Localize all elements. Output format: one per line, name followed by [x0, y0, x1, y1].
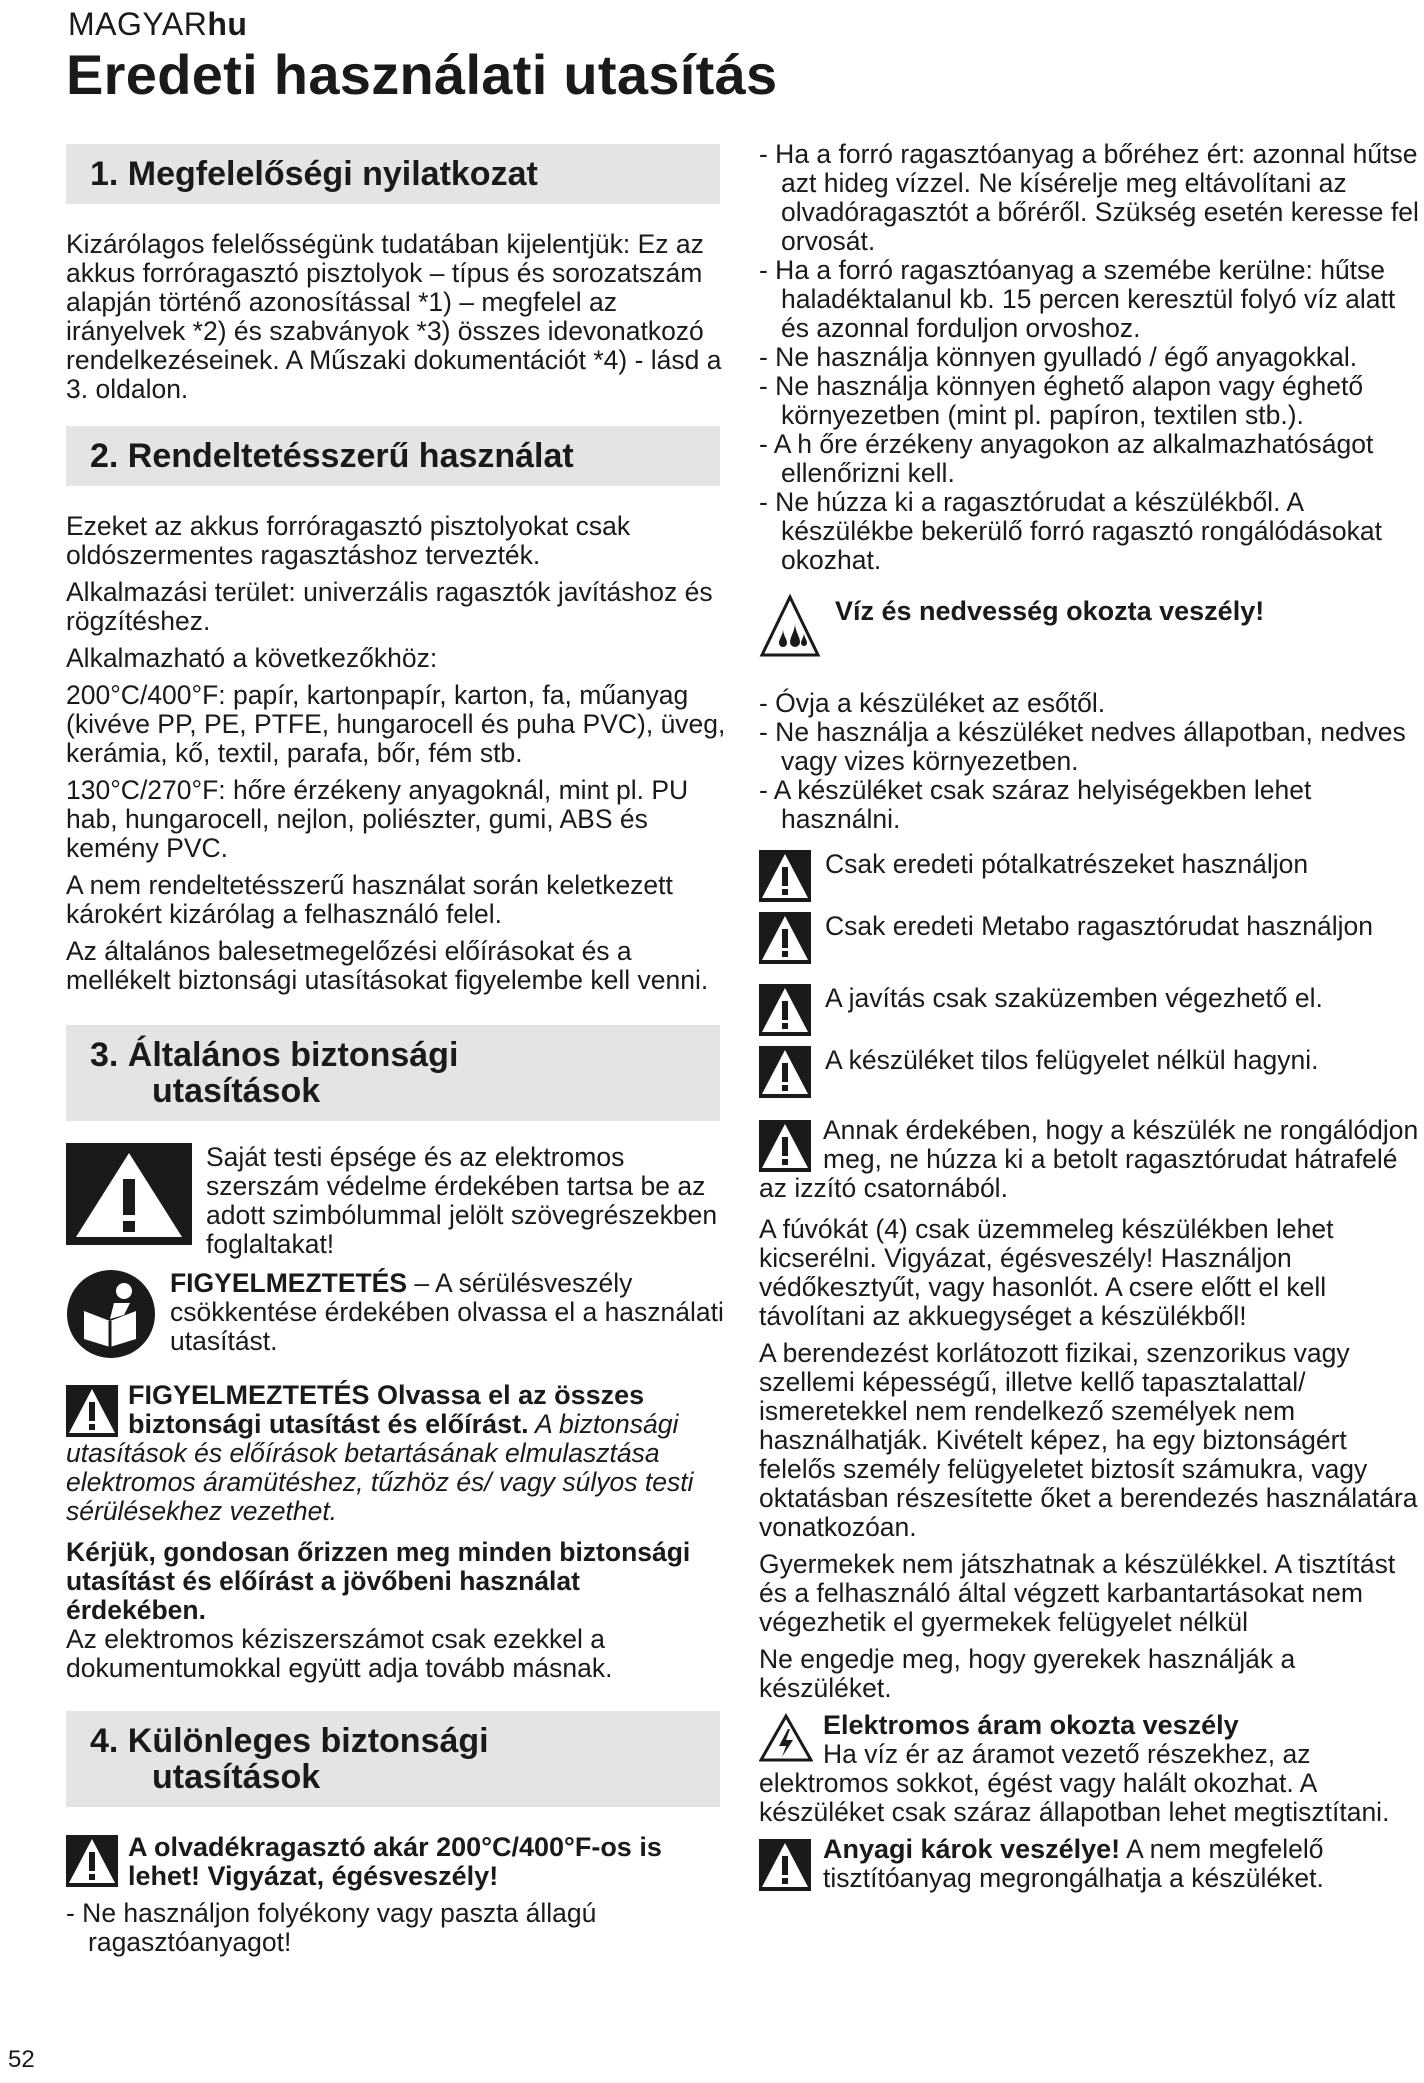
hot-glue-list	[759, 140, 1419, 575]
section-2-heading: 2. Rendeltetésszerű használat	[66, 426, 720, 486]
list-item: - A h őre érzékeny anyagokon az alkalmazhatóságot ellenőrizni kell.	[759, 429, 1374, 488]
usage-p2: Alkalmazási terület: univerzális ragasztók javításhoz és rögzítéshez.	[66, 577, 713, 636]
electric-hazard-block	[759, 1711, 1419, 1827]
section-1-heading: 1. Megfelelőségi nyilatkozat	[66, 144, 720, 204]
right-column	[759, 140, 1419, 1893]
list-item: - Ne használja könnyen éghető alapon vagy éghető környezetben (mint pl. papíron, textilen stb.).	[759, 371, 1364, 430]
section-3-heading: 3. Általános biztonsági utasítások	[66, 1025, 720, 1121]
electric-hazard-icon	[759, 1713, 813, 1763]
glue-stick-pull-text: Annak érdekében, hogy a készülék ne rongálódjon meg, ne húzza ki a betolt ragasztórudat hátrafelé az izzító csatornából.	[759, 1115, 1419, 1203]
warning-triangle-icon	[66, 1835, 118, 1887]
warning-triangle-icon	[759, 912, 811, 964]
special-safety-list	[66, 1899, 726, 1957]
section-4-heading: 4. Különleges biztonsági utasítások	[66, 1711, 720, 1807]
usage-p6: A nem rendeltetésszerű használat során keletkezett károkért kizárólag a felhasználó felel.	[66, 870, 673, 929]
read-manual-text: – A sérülésveszély csökkentése érdekében olvassa el a használati utasítást.	[170, 1268, 724, 1356]
page-title: Eredeti használati utasítás	[66, 43, 778, 106]
glue-sticks-warning	[759, 912, 1419, 964]
warning-triangle-icon	[759, 1120, 811, 1172]
unattended-warning	[759, 1046, 1419, 1098]
page-number: 52	[8, 2046, 35, 2073]
list-item: - Ne használja a készüléket nedves állapotban, nedves vagy vizes környezetben.	[759, 717, 1406, 776]
material-damage-text: A nem megfelelő tisztítóanyag megrongálhatja a készüléket.	[823, 1834, 1324, 1893]
list-item: - Ne használja könnyen gyulladó / égő anyagokkal.	[759, 342, 1358, 372]
usage-p3: Alkalmazható a következőkhöz:	[66, 643, 438, 673]
material-damage-block	[759, 1835, 1419, 1893]
list-item: - A készüléket csak száraz helyiségekben lehet használni.	[759, 775, 1312, 834]
list-item: - Ha a forró ragasztóanyag a szemébe kerülne: hűtse haladéktalanul kb. 15 percen keresztül folyó víz alatt és azonnal forduljon orvoshoz.	[759, 255, 1396, 343]
keep-instructions-block	[66, 1538, 726, 1683]
figyelmeztetes-block	[66, 1381, 726, 1526]
unattended-text: A készüléket tilos felügyelet nélkül hagyni.	[825, 1045, 1319, 1075]
warning-triangle-icon	[759, 984, 811, 1036]
keep-instructions-text: Az elektromos kéziszerszámot csak ezekkel a dokumentumokkal együtt adja tovább másnak.	[66, 1624, 613, 1683]
warning-triangle-icon	[759, 850, 811, 902]
list-item: - Ha a forró ragasztóanyag a bőréhez ért: azonnal hűtse azt hideg vízzel. Ne kísérelje meg eltávolítani az olvadóragasztót a bőréről. Szükség esetén keresse fel orvosát.	[759, 139, 1419, 256]
glue-sticks-text: Csak eredeti Metabo ragasztórudat használjon	[825, 911, 1373, 941]
general-warning-block	[66, 1143, 726, 1259]
water-hazard-title: Víz és nedvesség okozta veszély!	[835, 596, 1265, 626]
material-damage-bold: Anyagi károk veszélye!	[823, 1834, 1121, 1864]
warning-triangle-large-icon	[66, 1143, 192, 1245]
left-column	[66, 140, 726, 1957]
electric-hazard-title: Elektromos áram okozta veszély	[823, 1710, 1239, 1740]
list-item: - Óvja a készüléket az esőtől.	[759, 688, 1106, 718]
capability-paragraph: A berendezést korlátozott fizikai, szenzorikus vagy szellemi képességű, illetve kellő tapasztalattal/ ismeretekkel nem rendelkező személyek nem használhatják. Kivételt képez, ha egy biztonságért felelős személy felügyeletet biztosít számukra, vagy oktatásban részesítette őket a berendezés használatára vonatkozóan.	[759, 1338, 1418, 1542]
list-item: - Ne húzza ki a ragasztórudat a készülékből. A készülékbe bekerülő forró ragasztó rongálódásokat okozhat.	[759, 487, 1383, 575]
read-manual-icon	[66, 1269, 156, 1359]
nozzle-paragraph: A fúvókát (4) csak üzemmeleg készülékben lehet kicserélni. Vigyázat, égésveszély! Használjon védőkesztyűt, vagy hasonlót. A csere előtt el kell távolítani az akkuegységet a készülékből!	[759, 1214, 1334, 1331]
declaration-text: Kizárólagos felelősségünk tudatában kijelentjük: Ez az akkus forróragasztó pisztolyok – típus és sorozatszám alapján történő azonosítással *1) – megfelel az irányelvek *2) és szabványok *3) összes idevonatkozó rendelkezéseinek. A Műszaki dokumentációt *4) - lásd a 3. oldalon.	[66, 229, 722, 404]
water-hazard-block	[759, 593, 1419, 659]
warning-triangle-icon	[759, 1046, 811, 1098]
spare-parts-warning	[759, 850, 1419, 902]
glue-stick-pull-warning	[759, 1116, 1419, 1203]
general-warning-text: Saját testi épsége és az elektromos szerszám védelme érdekében tartsa be az adott szimbólummal jelölt szövegrészekben foglaltakat!	[206, 1142, 718, 1259]
figyelmeztetes-italic: A biztonsági utasítások és előírások betartásának elmulasztása elektromos áramütéshez, tűzhöz és/ vagy súlyos testi sérülésekhez vezethet.	[66, 1409, 694, 1526]
usage-p4: 200°C/400°F: papír, kartonpapír, karton, fa, műanyag (kivéve PP, PE, PTFE, hungarocell és puha PVC), üveg, kerámia, kő, textil, parafa, bőr, fém stb.	[66, 680, 726, 768]
repair-warning	[759, 984, 1419, 1036]
keep-instructions-bold: Kérjük, gondosan őrizzen meg minden biztonsági utasítást és előírást a jövőbeni használat érdekében.	[66, 1537, 691, 1625]
children-paragraph: Gyermekek nem játszhatnak a készülékkel. A tisztítást és a felhasználó által végzett karbantartásokat nem végezhetik el gyermekek felügyelet nélkül	[759, 1549, 1396, 1637]
read-manual-bold: FIGYELMEZTETÉS	[170, 1268, 408, 1298]
usage-p5: 130°C/270°F: hőre érzékeny anyagoknál, mint pl. PU hab, hungarocell, nejlon, poliészter, gumi, ABS és kemény PVC.	[66, 775, 689, 863]
warning-triangle-icon	[759, 1839, 811, 1891]
figyelmeztetes-bold: FIGYELMEZTETÉS Olvassa el az összes biztonsági utasítást és előírást.	[128, 1380, 645, 1439]
hot-glue-warning-block	[66, 1833, 726, 1891]
water-list	[759, 689, 1419, 834]
spare-parts-text: Csak eredeti pótalkatrészeket használjon	[825, 849, 1309, 879]
repair-text: A javítás csak szaküzemben végezhető el.	[825, 983, 1323, 1013]
usage-p1: Ezeket az akkus forróragasztó pisztolyokat csak oldószermentes ragasztáshoz tervezték.	[66, 511, 631, 570]
children-use-paragraph: Ne engedje meg, hogy gyerekek használják a készüléket.	[759, 1644, 1296, 1703]
water-hazard-icon	[759, 593, 821, 659]
hot-glue-warning-text: A olvadékragasztó akár 200°C/400°F-os is lehet! Vigyázat, égésveszély!	[128, 1832, 662, 1891]
language-label: MAGYARhu	[68, 6, 248, 42]
electric-hazard-text: Ha víz ér az áramot vezető részekhez, az elektromos sokkot, égést vagy halált okozhat. A készüléket csak száraz állapotban lehet megtisztítani.	[759, 1739, 1390, 1827]
warning-triangle-icon	[66, 1385, 118, 1437]
read-manual-block	[66, 1269, 726, 1359]
list-item: - Ne használjon folyékony vagy paszta állagú ragasztóanyagot!	[66, 1898, 597, 1957]
usage-p7: Az általános balesetmegelőzési előírásokat és a mellékelt biztonsági utasításokat figyelembe kell venni.	[66, 936, 709, 995]
